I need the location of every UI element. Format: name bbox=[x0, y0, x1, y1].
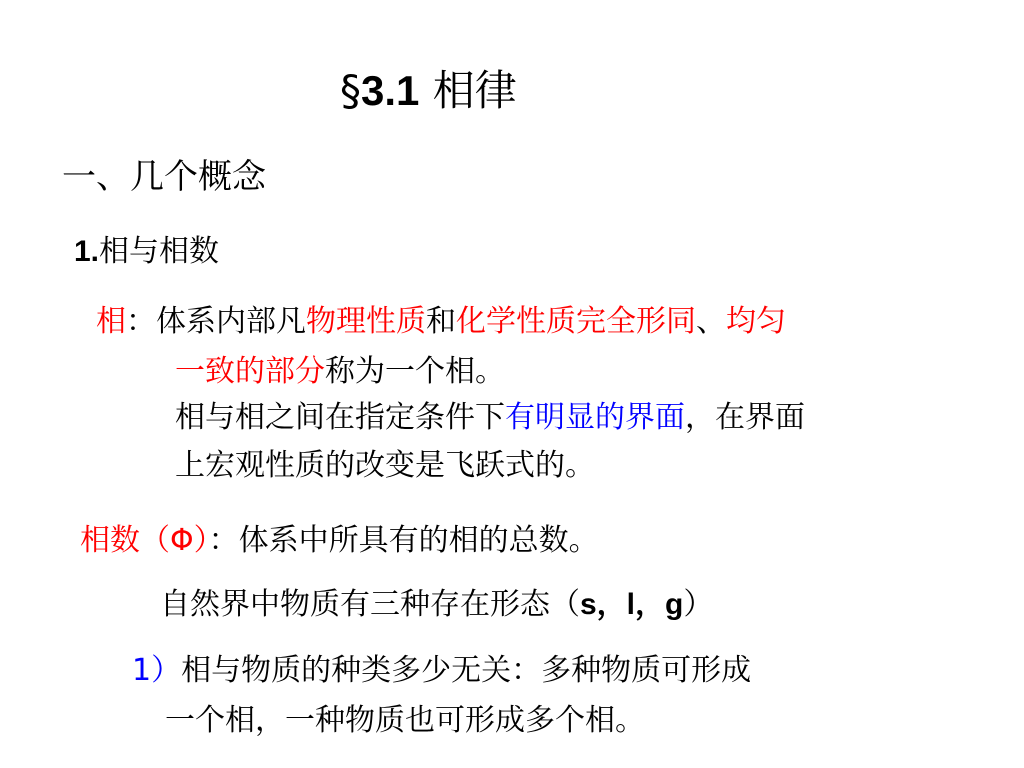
section-symbol: § bbox=[340, 66, 361, 115]
boundary-post: ，在界面 bbox=[685, 400, 805, 435]
uniform-highlight-part2: 一致的部分 bbox=[175, 354, 325, 389]
chemical-property-highlight: 化学性质完全形同 bbox=[456, 304, 696, 339]
phase-number-text: ：体系中所具有的相的总数。 bbox=[208, 523, 599, 558]
phase-definition-line-2 bbox=[175, 354, 505, 389]
phase-def-intro: ：体系内部凡 bbox=[126, 304, 306, 339]
slide-title bbox=[340, 66, 517, 115]
phase-number-definition bbox=[80, 523, 599, 558]
subheading bbox=[74, 234, 220, 269]
states-of-matter-line bbox=[160, 587, 714, 622]
physical-property-highlight: 物理性质 bbox=[306, 304, 426, 339]
title-number: 3.1 bbox=[361, 67, 420, 114]
point-1-text: 相与物质的种类多少无关：多种物质可形成 bbox=[181, 653, 752, 688]
phase-boundary-line-2: 上宏观性质的改变是飞跃式的。 bbox=[175, 448, 595, 483]
phase-definition-line-1 bbox=[96, 304, 786, 339]
section-heading: 一、几个概念 bbox=[62, 157, 266, 197]
uniform-highlight-part1: 均匀 bbox=[726, 304, 786, 339]
phase-boundary-line-1 bbox=[175, 400, 805, 435]
phase-def-tail: 称为一个相。 bbox=[325, 354, 505, 389]
phase-def-sep: 、 bbox=[696, 304, 726, 339]
phase-def-and: 和 bbox=[426, 304, 456, 339]
phase-number-term: 相数（Φ） bbox=[80, 523, 209, 558]
states-pre: 自然界中物质有三种存在形态（ bbox=[160, 587, 580, 622]
interface-highlight: 有明显的界面 bbox=[505, 400, 685, 435]
point-1-line-2: 一个相，一种物质也可形成多个相。 bbox=[165, 703, 645, 738]
boundary-pre: 相与相之间在指定条件下 bbox=[175, 400, 505, 435]
point-1-label: 1） bbox=[132, 653, 182, 688]
title-text: 相律 bbox=[432, 66, 517, 115]
point-1-line-1 bbox=[132, 653, 752, 688]
subheading-number: 1. bbox=[74, 235, 100, 268]
subheading-text: 相与相数 bbox=[99, 234, 220, 269]
states-list: s，l，g bbox=[580, 588, 684, 621]
phase-term: 相 bbox=[96, 304, 126, 339]
states-post: ） bbox=[683, 587, 714, 622]
